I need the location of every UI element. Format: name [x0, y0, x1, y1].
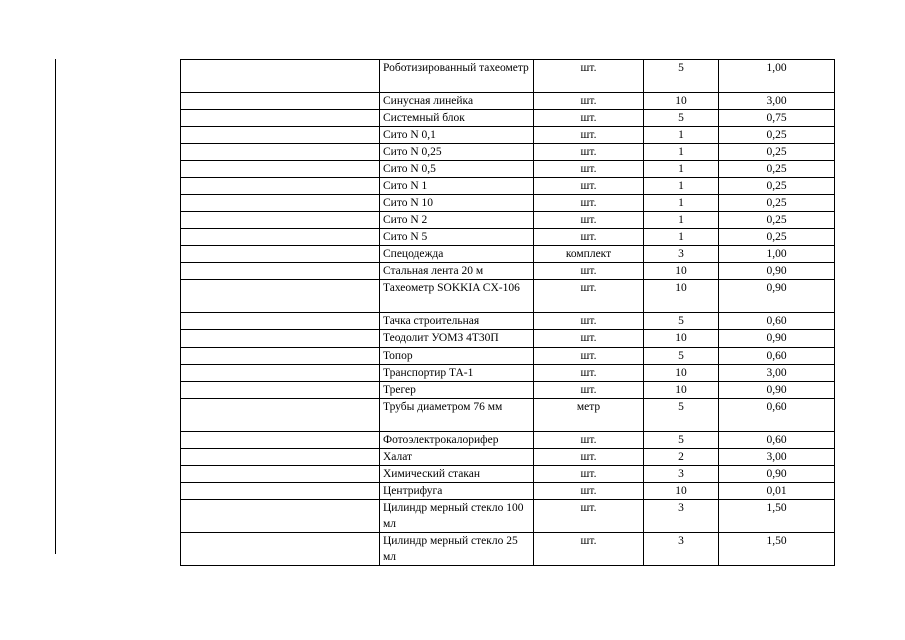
unit-cell: шт.: [534, 263, 644, 280]
row-blank-cell: [181, 161, 380, 178]
row-blank-cell: [181, 212, 380, 229]
unit-cell: шт.: [534, 212, 644, 229]
table-row: [181, 533, 835, 566]
table-row: [181, 382, 835, 399]
item-name-cell: Химический стакан: [380, 466, 534, 483]
item-name-cell: Стальная лента 20 м: [380, 263, 534, 280]
row-blank-cell: [181, 382, 380, 399]
unit-cell: шт.: [534, 449, 644, 466]
unit-cell: шт.: [534, 178, 644, 195]
table-row: [181, 348, 835, 365]
rate-cell: 0,90: [719, 330, 835, 348]
item-name-cell: Тачка строительная: [380, 313, 534, 330]
unit-cell: шт.: [534, 60, 644, 93]
table-row: [181, 399, 835, 432]
quantity-cell: 5: [644, 348, 719, 365]
rate-cell: 0,60: [719, 399, 835, 432]
item-name-cell: Сито N 0,1: [380, 127, 534, 144]
rate-cell: 0,60: [719, 432, 835, 449]
rate-cell: 0,90: [719, 263, 835, 280]
rate-cell: 1,00: [719, 246, 835, 263]
rate-cell: 0,25: [719, 127, 835, 144]
item-name-cell: Тахеометр SOKKIA CX-106: [380, 280, 534, 313]
item-name-cell: Системный блок: [380, 110, 534, 127]
rate-cell: 0,90: [719, 466, 835, 483]
unit-cell: шт.: [534, 313, 644, 330]
unit-cell: шт.: [534, 348, 644, 365]
unit-cell: шт.: [534, 280, 644, 313]
quantity-cell: 5: [644, 399, 719, 432]
item-name-cell: Транспортир ТА-1: [380, 365, 534, 382]
rate-cell: 0,25: [719, 144, 835, 161]
table-row: [181, 60, 835, 93]
row-blank-cell: [181, 330, 380, 348]
row-blank-cell: [181, 348, 380, 365]
row-blank-cell: [181, 466, 380, 483]
rate-cell: 3,00: [719, 449, 835, 466]
quantity-cell: 5: [644, 432, 719, 449]
quantity-cell: 5: [644, 60, 719, 93]
quantity-cell: 1: [644, 127, 719, 144]
item-name-cell: Трегер: [380, 382, 534, 399]
quantity-cell: 1: [644, 161, 719, 178]
page-margin-line: [55, 59, 56, 554]
table-row: [181, 365, 835, 382]
row-blank-cell: [181, 365, 380, 382]
unit-cell: комплект: [534, 246, 644, 263]
row-blank-cell: [181, 93, 380, 110]
unit-cell: шт.: [534, 533, 644, 566]
item-name-cell: Топор: [380, 348, 534, 365]
unit-cell: шт.: [534, 229, 644, 246]
quantity-cell: 2: [644, 449, 719, 466]
quantity-cell: 3: [644, 466, 719, 483]
quantity-cell: 10: [644, 280, 719, 313]
item-name-cell: Сито N 0,25: [380, 144, 534, 161]
unit-cell: шт.: [534, 382, 644, 399]
unit-cell: шт.: [534, 110, 644, 127]
rate-cell: 0,25: [719, 161, 835, 178]
quantity-cell: 10: [644, 93, 719, 110]
item-name-cell: Сито N 2: [380, 212, 534, 229]
quantity-cell: 1: [644, 144, 719, 161]
rate-cell: 0,60: [719, 313, 835, 330]
rate-cell: 0,90: [719, 280, 835, 313]
row-blank-cell: [181, 246, 380, 263]
table-row: [181, 93, 835, 110]
row-blank-cell: [181, 399, 380, 432]
item-name-cell: Сито N 10: [380, 195, 534, 212]
table-row: [181, 127, 835, 144]
item-name-cell: Халат: [380, 449, 534, 466]
inventory-table-body: [181, 60, 835, 566]
row-blank-cell: [181, 110, 380, 127]
table-row: [181, 313, 835, 330]
item-name-cell: Центрифуга: [380, 483, 534, 500]
table-row: [181, 144, 835, 161]
rate-cell: 0,25: [719, 195, 835, 212]
row-blank-cell: [181, 483, 380, 500]
quantity-cell: 1: [644, 212, 719, 229]
table-row: [181, 195, 835, 212]
table-row: [181, 330, 835, 348]
table-row: [181, 500, 835, 533]
table-row: [181, 212, 835, 229]
row-blank-cell: [181, 313, 380, 330]
row-blank-cell: [181, 280, 380, 313]
item-name-cell: Фотоэлектрокалорифер: [380, 432, 534, 449]
unit-cell: шт.: [534, 161, 644, 178]
unit-cell: шт.: [534, 195, 644, 212]
unit-cell: метр: [534, 399, 644, 432]
item-name-cell: Сито N 5: [380, 229, 534, 246]
rate-cell: 1,50: [719, 533, 835, 566]
row-blank-cell: [181, 144, 380, 161]
row-blank-cell: [181, 449, 380, 466]
row-blank-cell: [181, 229, 380, 246]
item-name-cell: Теодолит УОМЗ 4Т30П: [380, 330, 534, 348]
quantity-cell: 5: [644, 313, 719, 330]
item-name-cell: Спецодежда: [380, 246, 534, 263]
item-name-cell: Синусная линейка: [380, 93, 534, 110]
table-row: [181, 263, 835, 280]
row-blank-cell: [181, 127, 380, 144]
table-row: [181, 161, 835, 178]
row-blank-cell: [181, 263, 380, 280]
quantity-cell: 1: [644, 195, 719, 212]
table-row: [181, 229, 835, 246]
item-name-cell: Роботизированный тахеометр: [380, 60, 534, 93]
table-row: [181, 110, 835, 127]
rate-cell: 0,75: [719, 110, 835, 127]
item-name-cell: Сито N 0,5: [380, 161, 534, 178]
row-blank-cell: [181, 60, 380, 93]
rate-cell: 3,00: [719, 93, 835, 110]
unit-cell: шт.: [534, 500, 644, 533]
unit-cell: шт.: [534, 144, 644, 161]
unit-cell: шт.: [534, 127, 644, 144]
table-row: [181, 483, 835, 500]
quantity-cell: 1: [644, 229, 719, 246]
table-row: [181, 246, 835, 263]
rate-cell: 3,00: [719, 365, 835, 382]
table-row: [181, 432, 835, 449]
table-row: [181, 466, 835, 483]
item-name-cell: Цилиндр мерный стекло 100 мл: [380, 500, 534, 533]
quantity-cell: 3: [644, 246, 719, 263]
unit-cell: шт.: [534, 365, 644, 382]
quantity-cell: 10: [644, 483, 719, 500]
table-row: [181, 280, 835, 313]
quantity-cell: 5: [644, 110, 719, 127]
item-name-cell: Трубы диаметром 76 мм: [380, 399, 534, 432]
quantity-cell: 1: [644, 178, 719, 195]
table-row: [181, 178, 835, 195]
rate-cell: 0,25: [719, 178, 835, 195]
item-name-cell: Сито N 1: [380, 178, 534, 195]
item-name-cell: Цилиндр мерный стекло 25 мл: [380, 533, 534, 566]
quantity-cell: 10: [644, 330, 719, 348]
row-blank-cell: [181, 195, 380, 212]
unit-cell: шт.: [534, 432, 644, 449]
quantity-cell: 10: [644, 263, 719, 280]
table-row: [181, 449, 835, 466]
quantity-cell: 10: [644, 365, 719, 382]
quantity-cell: 3: [644, 533, 719, 566]
unit-cell: шт.: [534, 93, 644, 110]
inventory-table: [180, 59, 835, 566]
rate-cell: 0,60: [719, 348, 835, 365]
unit-cell: шт.: [534, 466, 644, 483]
rate-cell: 0,25: [719, 229, 835, 246]
quantity-cell: 3: [644, 500, 719, 533]
rate-cell: 0,25: [719, 212, 835, 229]
row-blank-cell: [181, 432, 380, 449]
quantity-cell: 10: [644, 382, 719, 399]
rate-cell: 1,50: [719, 500, 835, 533]
row-blank-cell: [181, 533, 380, 566]
rate-cell: 0,90: [719, 382, 835, 399]
rate-cell: 1,00: [719, 60, 835, 93]
unit-cell: шт.: [534, 483, 644, 500]
row-blank-cell: [181, 178, 380, 195]
row-blank-cell: [181, 500, 380, 533]
unit-cell: шт.: [534, 330, 644, 348]
rate-cell: 0,01: [719, 483, 835, 500]
